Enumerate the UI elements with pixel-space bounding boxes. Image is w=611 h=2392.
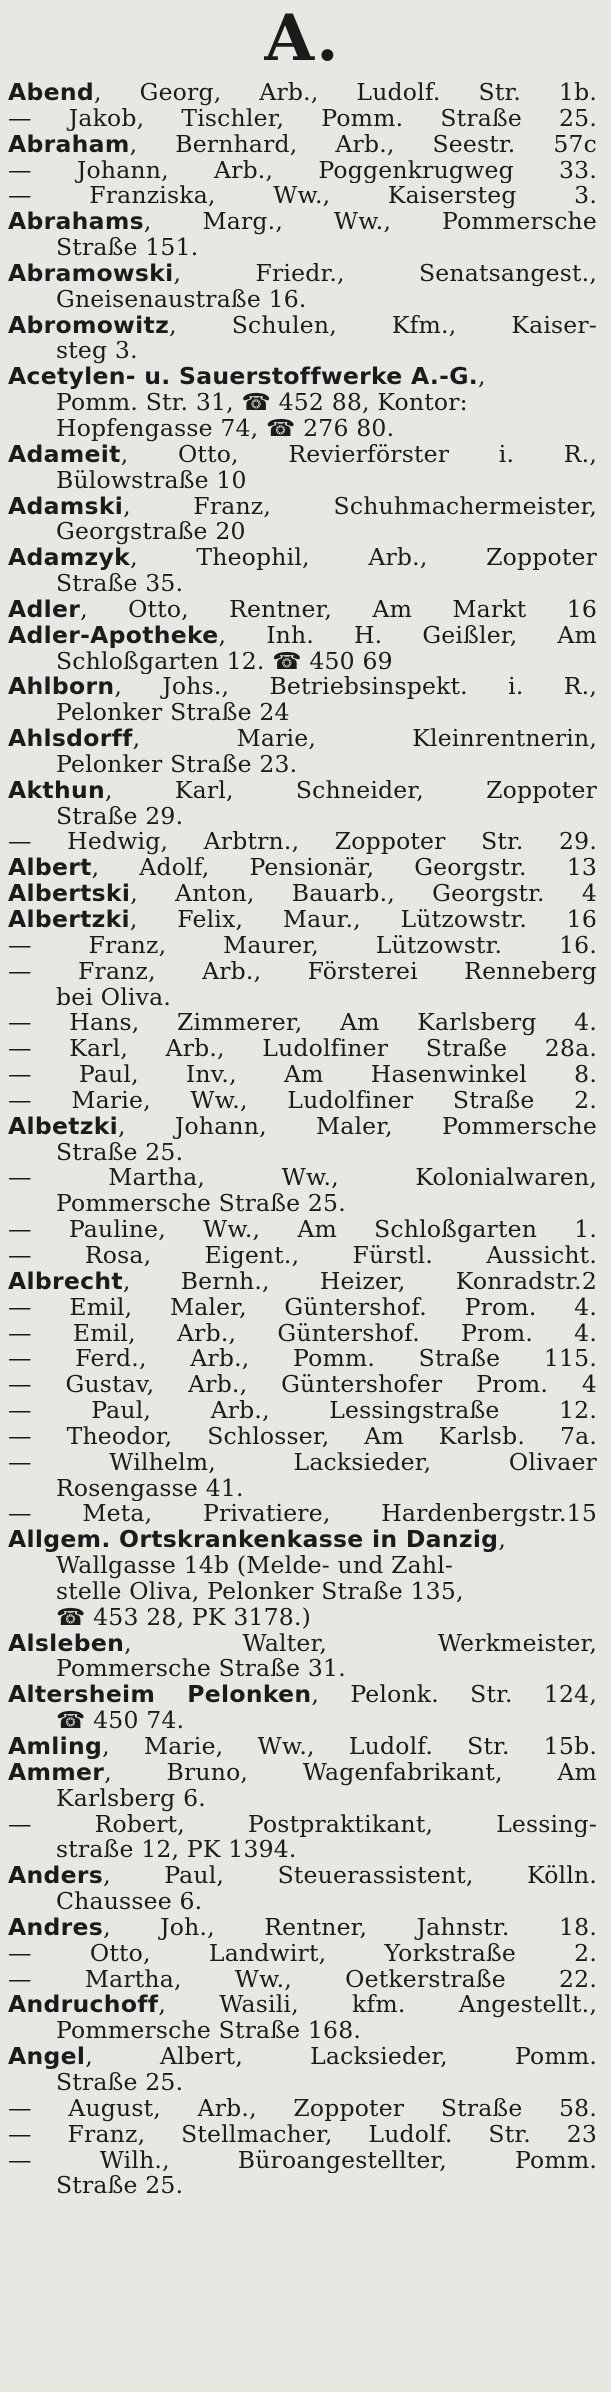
entry-heading-line [8, 1631, 597, 1657]
entry-continuation-line: Pommersche Straße 31. [56, 1656, 346, 1683]
entry-surname: Alsleben [8, 1630, 125, 1657]
entry-continuation-line: Straße 151. [56, 235, 199, 261]
entry-heading-line [8, 313, 597, 339]
entry-surname: Ammer [8, 1759, 105, 1786]
entry-surname: Andruchoff [8, 1992, 159, 2019]
entry-continuation-line: Straße 25. [56, 2173, 184, 2200]
entry-heading-line [8, 1527, 597, 1553]
entry-heading-line [8, 209, 597, 235]
entry-heading-line [8, 907, 597, 933]
entry-sub-line: — Theodor, Schlosser, Am Karlsb. 7a. [8, 1423, 597, 1450]
entry-details: , Friedr., Senatsangest., [173, 260, 597, 287]
entry-details: , Otto, Rentner, Am Markt 16 [80, 596, 597, 623]
entry-surname: Albert [8, 855, 92, 882]
entry-continuation-line: Straße 29. [56, 803, 184, 830]
entry-continuation-line: Bülowstraße 10 [56, 467, 247, 494]
entry-continuation-line: Karlsberg 6. [56, 1785, 206, 1812]
entry-sub-line: — Emil, Maler, Güntershof. Prom. 4. [8, 1294, 597, 1321]
entry-details: , Franz, Schuhmachermeister, [123, 493, 597, 520]
entry-continuation-line: Georgstraße 20 [56, 519, 246, 546]
entry-continuation-line: Straße 35. [56, 571, 184, 597]
entry-sub-line: — August, Arb., Zoppoter Straße 58. [8, 2095, 597, 2122]
entry-continuation-line: Pommersche Straße 168. [56, 2018, 362, 2045]
entry-heading-line [8, 80, 597, 106]
entry-surname: Adamzyk [8, 545, 131, 572]
entry-heading-line [8, 674, 597, 700]
entry-surname: Abramowski [8, 260, 174, 287]
entry-heading-line [8, 261, 597, 287]
entry-details: , [498, 1527, 506, 1554]
entry-sub-line: — Karl, Arb., Ludolfiner Straße 28a. [8, 1036, 597, 1063]
entry-heading-line [8, 132, 597, 158]
entry-details: , Joh., Rentner, Jahnstr. 18. [103, 1914, 597, 1941]
entry-sub-line: — Meta, Privatiere, Hardenbergstr.15 [8, 1501, 597, 1528]
entry-heading-line [8, 778, 597, 804]
entry-details: , Adolf, Pensionär, Georgstr. 13 [91, 855, 597, 882]
entry-sub-line: — Emil, Arb., Güntershof. Prom. 4. [8, 1320, 597, 1347]
entry-surname: Amling [8, 1734, 103, 1760]
section-letter-heading: A. [264, 1, 341, 76]
entry-details: , Paul, Steuerassistent, Kölln. [103, 1863, 597, 1890]
entry-details: , Anton, Bauarb., Georgstr. 4 [130, 881, 597, 907]
entry-details: , Felix, Maur., Lützowstr. 16 [129, 907, 597, 933]
entry-details: , Bernhard, Arb., Seestr. 57c [129, 131, 597, 158]
entry-details: , Johann, Maler, Pommersche [118, 1113, 597, 1140]
entry-heading-line [8, 1682, 597, 1708]
entry-details: , Bernh., Heizer, Konradstr.2 [122, 1268, 597, 1295]
entry-continuation-line: bei Oliva. [56, 984, 171, 1011]
entry-surname: Angel [8, 2044, 86, 2070]
entry-continuation-line: Schloßgarten 12. ☎ 450 69 [56, 648, 393, 675]
entry-surname: Abend [8, 80, 94, 106]
entry-sub-line: — Wilh., Büroangestellter, Pomm. [8, 2147, 597, 2174]
entry-sub-line: — Johann, Arb., Poggenkrugweg 33. [8, 157, 597, 184]
entry-surname: Abraham [8, 131, 130, 158]
entry-sub-line: — Paul, Arb., Lessingstraße 12. [8, 1398, 597, 1424]
entry-continuation-line: Straße 25. [56, 1139, 184, 1166]
entry-details: , Albert, Lacksieder, Pomm. [85, 2044, 597, 2070]
entry-sub-line: — Hedwig, Arbtrn., Zoppoter Str. 29. [8, 829, 597, 856]
entry-sub-line: — Gustav, Arb., Güntershofer Prom. 4 [8, 1372, 597, 1399]
entry-surname: Adameit [8, 441, 121, 468]
entry-surname: Abromowitz [8, 312, 170, 339]
entry-sub-line: — Franz, Maurer, Lützowstr. 16. [8, 932, 597, 959]
entry-surname: Anders [8, 1863, 104, 1890]
entry-sub-line: — Marie, Ww., Ludolfiner Straße 2. [8, 1087, 597, 1114]
entry-sub-line: — Rosa, Eigent., Fürstl. Aussicht. [8, 1242, 597, 1269]
entry-details: , Georg, Arb., Ludolf. Str. 1b. [94, 80, 597, 106]
entry-heading-line [8, 545, 597, 571]
entry-details: , Inh. H. Geißler, Am [218, 622, 597, 649]
entry-surname: Andres [8, 1914, 104, 1941]
entry-details: , Johs., Betriebsinspekt. i. R., [114, 674, 597, 701]
entry-continuation-line: Wallgasse 14b (Melde- und Zahl- [56, 1553, 454, 1579]
entry-details: , [478, 364, 486, 391]
entry-details: , Walter, Werkmeister, [124, 1630, 597, 1657]
entry-sub-line: — Franziska, Ww., Kaisersteg 3. [8, 183, 597, 210]
entry-heading-line [8, 1992, 597, 2018]
entry-continuation-line: Rosengasse 41. [56, 1475, 244, 1502]
entry-surname: Abrahams [8, 209, 144, 236]
entry-sub-line: — Pauline, Ww., Am Schloßgarten 1. [8, 1217, 597, 1243]
entry-details: , Schulen, Kfm., Kaiser- [169, 312, 597, 339]
entry-continuation-line: Hopfengasse 74, ☎ 276 80. [56, 415, 395, 442]
entry-surname: Adler-Apotheke [8, 622, 219, 649]
entry-continuation-line: Pomm. Str. 31, ☎ 452 88, Kontor: [56, 390, 468, 416]
entry-heading-line [8, 442, 597, 468]
entry-heading-line [8, 1114, 597, 1140]
entry-surname: Adamski [8, 493, 124, 520]
entry-heading-line [8, 881, 597, 907]
entry-heading-line [8, 364, 597, 390]
entry-continuation-line: Pelonker Straße 24 [56, 700, 290, 727]
entry-sub-line: — Franz, Stellmacher, Ludolf. Str. 23 [8, 2121, 597, 2148]
entry-continuation-line: ☎ 453 28, PK 3178.) [56, 1604, 311, 1631]
entry-surname: Albrecht [8, 1268, 123, 1295]
entry-heading-line [8, 855, 597, 881]
entry-continuation-line: Pommersche Straße 25. [56, 1191, 346, 1218]
entry-sub-line: — Otto, Landwirt, Yorkstraße 2. [8, 1940, 597, 1967]
entry-details: , Marie, Kleinrentnerin, [132, 726, 597, 752]
entry-sub-line: — Wilhelm, Lacksieder, Olivaer [8, 1449, 597, 1476]
entry-details: , Otto, Revierförster i. R., [120, 441, 597, 468]
entry-sub-line: — Hans, Zimmerer, Am Karlsberg 4. [8, 1010, 597, 1037]
entry-heading-line [8, 1863, 597, 1889]
entry-heading-line [8, 494, 597, 520]
entry-continuation-line: stelle Oliva, Pelonker Straße 135, [56, 1578, 464, 1605]
entry-surname: Allgem. Ortskrankenkasse in Danzig [8, 1527, 499, 1554]
entry-details: , Wasili, kfm. Angestellt., [158, 1992, 597, 2019]
entry-heading-line [8, 597, 597, 623]
entry-sub-line: — Franz, Arb., Försterei Renneberg [8, 958, 597, 985]
entry-surname: Ahlsdorff [8, 726, 133, 752]
entry-continuation-line: ☎ 450 74. [56, 1708, 185, 1734]
entry-details: , Karl, Schneider, Zoppoter [105, 777, 597, 804]
entry-continuation-line: Chaussee 6. [56, 1889, 203, 1915]
directory-entries [8, 80, 597, 2199]
entry-surname: Altersheim Pelonken [8, 1682, 312, 1709]
entry-surname: Albertski [8, 881, 131, 907]
entry-details: , Bruno, Wagenfabrikant, Am [104, 1759, 597, 1786]
entry-continuation-line: Gneisenaustraße 16. [56, 286, 307, 313]
entry-continuation-line: Straße 25. [56, 2069, 184, 2096]
entry-heading-line [8, 1915, 597, 1941]
entry-heading-line [8, 1760, 597, 1786]
entry-heading-line [8, 1734, 597, 1760]
entry-surname: Adler [8, 596, 81, 623]
entry-details: , Marg., Ww., Pommersche [143, 209, 597, 236]
entry-sub-line: — Martha, Ww., Kolonialwaren, [8, 1165, 597, 1192]
entry-sub-line: — Jakob, Tischler, Pomm. Straße 25. [8, 105, 597, 132]
entry-surname: Akthun [8, 777, 106, 804]
entry-heading-line [8, 623, 597, 649]
entry-sub-line: — Ferd., Arb., Pomm. Straße 115. [8, 1346, 597, 1373]
entry-details: , Pelonk. Str. 124, [311, 1682, 597, 1709]
entry-sub-line: — Martha, Ww., Oetkerstraße 22. [8, 1966, 597, 1993]
entry-surname: Acetylen- u. Sauerstoffwerke A.-G. [8, 364, 479, 391]
entry-heading-line [8, 1269, 597, 1295]
entry-continuation-line: Pelonker Straße 23. [56, 751, 298, 778]
entry-surname: Albertzki [8, 907, 130, 933]
entry-surname: Albetzki [8, 1113, 118, 1140]
entry-sub-line: — Paul, Inv., Am Hasenwinkel 8. [8, 1062, 597, 1088]
entry-heading-line [8, 726, 597, 752]
entry-surname: Ahlborn [8, 674, 115, 701]
entry-continuation-line: steg 3. [56, 338, 138, 365]
entry-details: , Theophil, Arb., Zoppoter [130, 545, 597, 572]
entry-continuation-line: straße 12, PK 1394. [56, 1837, 297, 1864]
entry-details: , Marie, Ww., Ludolf. Str. 15b. [102, 1734, 597, 1760]
entry-heading-line [8, 2044, 597, 2070]
entry-sub-line: — Robert, Postpraktikant, Lessing- [8, 1811, 597, 1838]
